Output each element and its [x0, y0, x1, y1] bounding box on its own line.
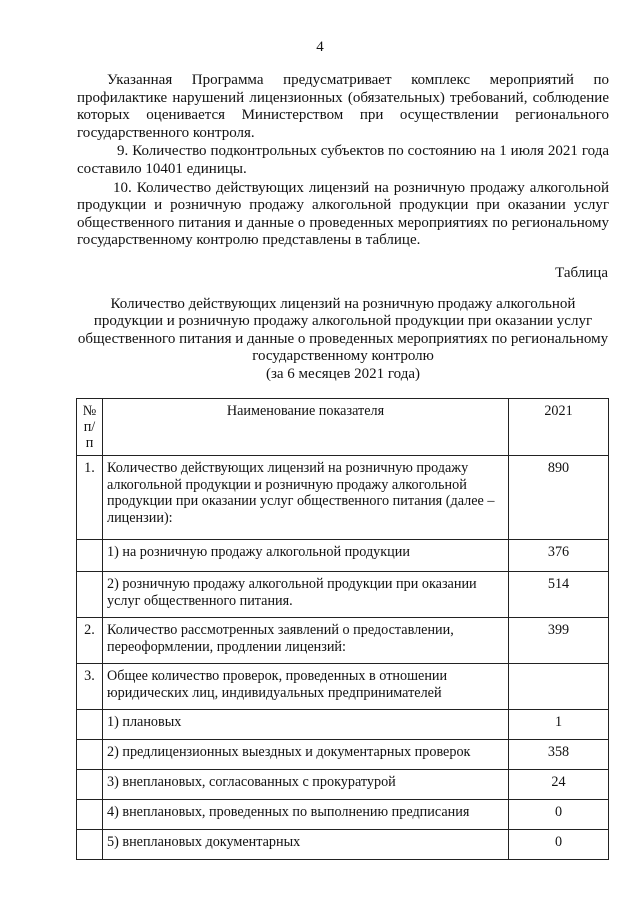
table-title-period: (за 6 месяцев 2021 года): [265, 365, 421, 382]
row-number: [77, 540, 103, 572]
table-row: [77, 710, 609, 740]
table-title: [77, 296, 609, 383]
page-number: 4: [316, 39, 324, 55]
row-indicator: 2) предлицензионных выездных и документарных проверок: [103, 740, 509, 770]
table-row: [77, 540, 609, 572]
row-indicator: 1) плановых: [103, 710, 509, 740]
table-row: [77, 800, 609, 830]
row-indicator: 5) внеплановых документарных: [103, 830, 509, 860]
header-number: № п/п: [77, 399, 103, 456]
table-title-line: Количество действующих лицензий на розничную продажу алкогольной: [110, 296, 576, 312]
row-number: [77, 770, 103, 800]
table-row: [77, 830, 609, 860]
row-number: 2.: [77, 618, 103, 664]
row-value: 358: [509, 740, 609, 770]
row-indicator: 3) внеплановых, согласованных с прокуратурой: [103, 770, 509, 800]
table-header-row: [77, 399, 609, 456]
paragraph-program: Указанная Программа предусматривает комплекс мероприятий по профилактике нарушений лицензионных (обязательных) требований, соблюдение которых оценивается Министерством при осуществлении регионального государственного контроля.: [77, 72, 609, 141]
row-number: [77, 710, 103, 740]
header-year: 2021: [509, 399, 609, 456]
row-indicator: Количество рассмотренных заявлений о предоставлении, переоформлении, продлении лицензий:: [103, 618, 509, 664]
row-number: [77, 572, 103, 618]
paragraph-item-10: 10. Количество действующих лицензий на розничную продажу алкогольной продукции и розничную продажу алкогольной продукции при оказании услуг общественного питания и данные о проведенных мероприятиях по региональному государственному контролю представлены в таблице.: [77, 179, 609, 249]
row-value: 24: [509, 770, 609, 800]
table-row: [77, 770, 609, 800]
row-number: [77, 800, 103, 830]
row-indicator: 2) розничную продажу алкогольной продукции при оказании услуг общественного питания.: [103, 572, 509, 618]
table-row: [77, 572, 609, 618]
paragraph-item-9: 9. Количество подконтрольных субъектов по состоянию на 1 июля 2021 года составило 10401 единицы.: [77, 143, 609, 177]
row-value: 0: [509, 830, 609, 860]
table-title-line: продукции и розничную продажу алкогольной продукции при оказании услуг: [93, 313, 593, 330]
table-label: Таблица: [555, 265, 608, 281]
row-number: 1.: [77, 456, 103, 540]
row-number: [77, 830, 103, 860]
table-row: [77, 740, 609, 770]
row-value: 376: [509, 540, 609, 572]
row-value: 399: [509, 618, 609, 664]
row-indicator: Количество действующих лицензий на розничную продажу алкогольной продукции и розничную продажу алкогольной продукции при оказании услуг общественного питания (далее – лицензии):: [103, 456, 509, 540]
row-indicator: Общее количество проверок, проведенных в отношении юридических лиц, индивидуальных предпринимателей: [103, 664, 509, 710]
row-value: [509, 664, 609, 710]
row-indicator: 1) на розничную продажу алкогольной продукции: [103, 540, 509, 572]
licenses-table: [76, 398, 609, 860]
table-row: [77, 618, 609, 664]
row-value: 0: [509, 800, 609, 830]
table-row: [77, 456, 609, 540]
row-number: [77, 740, 103, 770]
row-number: 3.: [77, 664, 103, 710]
row-value: 890: [509, 456, 609, 540]
table-title-line: общественного питания и данные о проведенных мероприятиях по региональному: [77, 330, 609, 347]
body-text: [77, 72, 609, 250]
header-indicator-name: Наименование показателя: [103, 399, 509, 456]
row-value: 514: [509, 572, 609, 618]
table-row: [77, 664, 609, 710]
row-indicator: 4) внеплановых, проведенных по выполнению предписания: [103, 800, 509, 830]
table-title-line: государственному контролю: [252, 348, 434, 365]
row-value: 1: [509, 710, 609, 740]
